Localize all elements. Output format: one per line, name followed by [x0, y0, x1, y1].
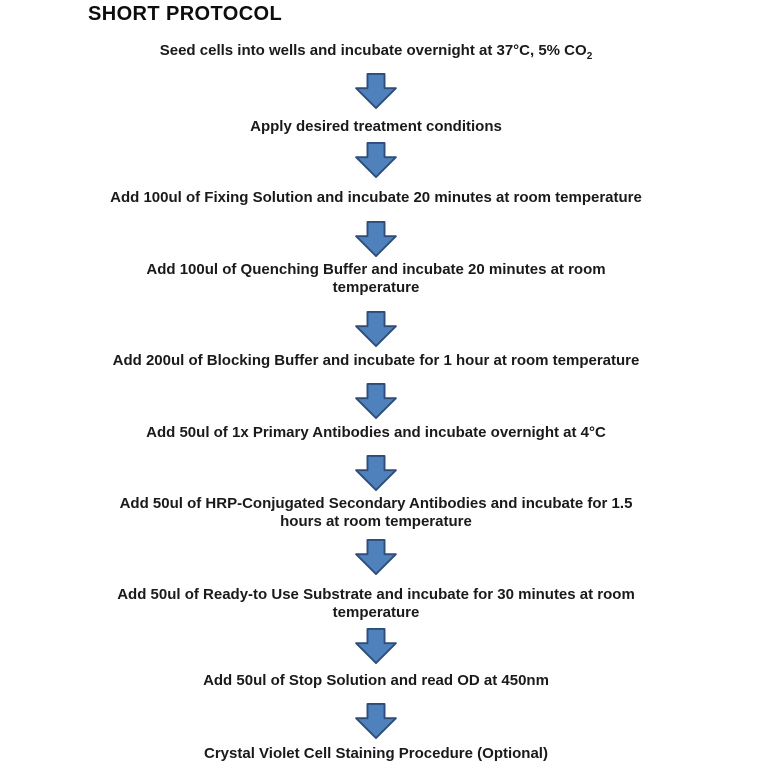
- step-text: Crystal Violet Cell Staining Procedure (Optional): [204, 745, 548, 762]
- page-title: SHORT PROTOCOL: [88, 3, 283, 25]
- down-arrow-icon: [355, 73, 397, 109]
- down-arrow-icon: [355, 221, 397, 257]
- step-text: Add 100ul of Fixing Solution and incubate 20 minutes at room temperature: [110, 189, 642, 206]
- protocol-step-10: [204, 745, 548, 763]
- protocol-step-6: [146, 424, 606, 442]
- down-arrow-shape: [356, 74, 396, 108]
- step-text-line1: Add 100ul of Quenching Buffer and incubate 20 minutes at room: [146, 261, 606, 278]
- protocol-step-3: [110, 189, 642, 207]
- step-text-line2: temperature: [332, 604, 420, 621]
- down-arrow-shape: [356, 312, 396, 346]
- step-text: Apply desired treatment conditions: [250, 118, 502, 135]
- down-arrow-icon: [355, 539, 397, 575]
- down-arrow-shape: [356, 222, 396, 256]
- protocol-step-9: [203, 672, 549, 690]
- down-arrow-shape: [356, 456, 396, 490]
- down-arrow-icon: [355, 311, 397, 347]
- down-arrow-icon: [355, 628, 397, 664]
- step-text: Add 200ul of Blocking Buffer and incubate for 1 hour at room temperature: [112, 352, 640, 369]
- step-text-line2: temperature: [332, 279, 420, 296]
- protocol-step-7: [120, 495, 633, 531]
- protocol-step-1: [160, 42, 593, 60]
- down-arrow-shape: [356, 143, 396, 177]
- protocol-step-5: [113, 352, 640, 370]
- down-arrow-shape: [356, 704, 396, 738]
- step-text-main: Seed cells into wells and incubate overnight at 37°C, 5% CO: [159, 42, 587, 59]
- step-text-line1: Add 50ul of Ready-to Use Substrate and incubate for 30 minutes at room: [117, 586, 635, 603]
- down-arrow-icon: [355, 383, 397, 419]
- protocol-step-4: [146, 261, 605, 297]
- step-text: [160, 42, 593, 60]
- step-text-line1: Add 50ul of HRP-Conjugated Secondary Antibodies and incubate for 1.5: [119, 495, 633, 512]
- down-arrow-shape: [356, 629, 396, 663]
- down-arrow-shape: [356, 384, 396, 418]
- protocol-step-8: [117, 586, 635, 622]
- down-arrow-icon: [355, 703, 397, 739]
- down-arrow-icon: [355, 142, 397, 178]
- co2-subscript: 2: [586, 51, 593, 62]
- down-arrow-icon: [355, 455, 397, 491]
- protocol-step-2: [250, 118, 502, 136]
- step-text-line2: hours at room temperature: [280, 513, 472, 530]
- down-arrow-shape: [356, 540, 396, 574]
- step-text: Add 50ul of Stop Solution and read OD at 450nm: [203, 672, 549, 689]
- step-text: Add 50ul of 1x Primary Antibodies and incubate overnight at 4°C: [146, 424, 606, 441]
